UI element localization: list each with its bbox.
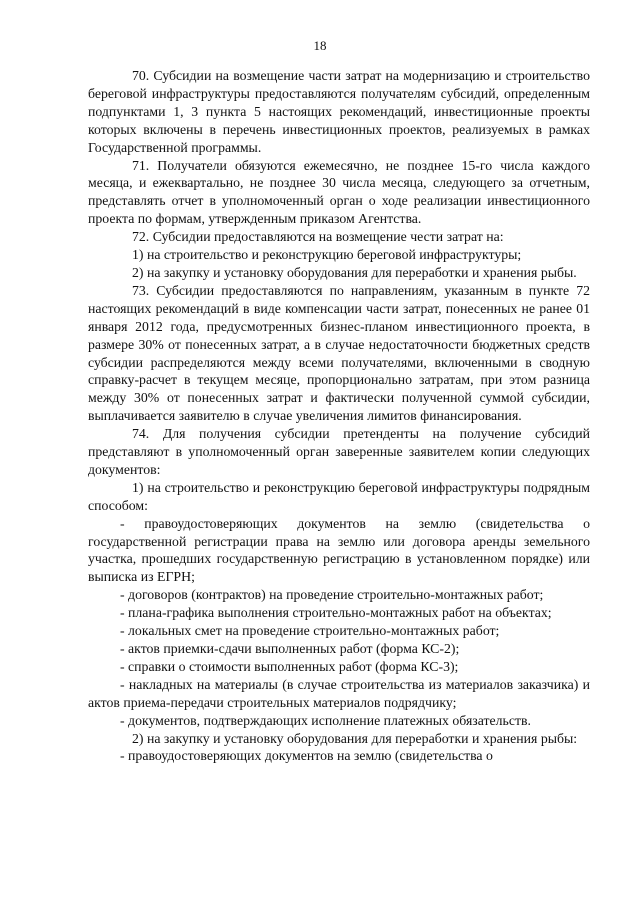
- paragraph-72-item-1: 1) на строительство и реконструкцию береговой инфраструктуры;: [132, 247, 522, 263]
- list-item-material-invoices: - накладных на материалы (в случае строительства из материалов заказчика) и актов приема-передачи строительных материалов подрядчику;: [88, 676, 590, 710]
- list-item-land-documents: - правоудостоверяющих документов на землю (свидетельства о государственной регистрации права на землю или договора аренды земельного участка, прошедших государственную регистрацию в установленном порядке) или выписка из ЕГРН;: [88, 515, 590, 585]
- page-number: 18: [313, 38, 327, 53]
- paragraph-73: 73. Субсидии предоставляются по направлениям, указанным в пункте 72 настоящих рекомендаций в виде компенсации части затрат, понесенных не ранее 01 января 2012 года, предусмотренных бизнес-планом инвестиционного проекта, в размере 30% от понесенных затрат, а в случае недостаточности бюджетных средств субсидии распределяются между всеми получателями, включенными в сводную справку-расчет в текущем месяце, пропорционально затратам, при этом разница между 30% от понесенных затрат и фактически полученной суммой субсидии, выплачивается заявителю в случае увеличения лимитов финансирования.: [88, 282, 590, 424]
- paragraph-72-item-2: 2) на закупку и установку оборудования для переработки и хранения рыбы.: [132, 264, 577, 280]
- paragraph-74-item-2: 2) на закупку и установку оборудования для переработки и хранения рыбы:: [132, 730, 578, 746]
- paragraph-74-item-1: 1) на строительство и реконструкцию береговой инфраструктуры подрядным способом:: [88, 479, 590, 513]
- list-item-work-schedule: - плана-графика выполнения строительно-монтажных работ на объектах;: [120, 605, 552, 621]
- paragraph-72: 72. Субсидии предоставляются на возмещение чести затрат на:: [132, 229, 504, 245]
- list-item-contracts: - договоров (контрактов) на проведение строительно-монтажных работ;: [120, 587, 544, 603]
- list-item-local-estimates: - локальных смет на проведение строительно-монтажных работ;: [120, 623, 500, 639]
- paragraph-74: 74. Для получения субсидии претенденты на получение субсидий представляют в уполномоченный орган заверенные заявителем копии следующих документов:: [88, 426, 590, 477]
- list-item-ks2-acts: - актов приемки-сдачи выполненных работ (форма КС-2);: [120, 641, 460, 656]
- list-item-ks3-certificates: - справки о стоимости выполненных работ (форма КС-3);: [120, 658, 459, 674]
- list-item-land-documents-2: - правоудостоверяющих документов на землю (свидетельства о: [120, 748, 493, 764]
- paragraph-71: 71. Получатели обязуются ежемесячно, не позднее 15-го числа каждого месяца, и ежеквартально, не позднее 30 числа месяца, следующего за отчетным, представлять отчет в уполномоченный орган о ходе реализации инвестиционного проекта по формам, утвержденным приказом Агентства.: [88, 157, 590, 227]
- list-item-payment-documents: - документов, подтверждающих исполнение платежных обязательств.: [120, 712, 531, 728]
- document-body: [88, 67, 590, 765]
- paragraph-70: 70. Субсидии на возмещение части затрат на модернизацию и строительство береговой инфраструктуры предоставляются получателям субсидий, определенным подпунктами 1, 3 пункта 5 настоящих рекомендаций, инвестиционные проекты которых включены в перечень инвестиционных проектов, реализуемых в рамках Государственной программы.: [88, 68, 590, 155]
